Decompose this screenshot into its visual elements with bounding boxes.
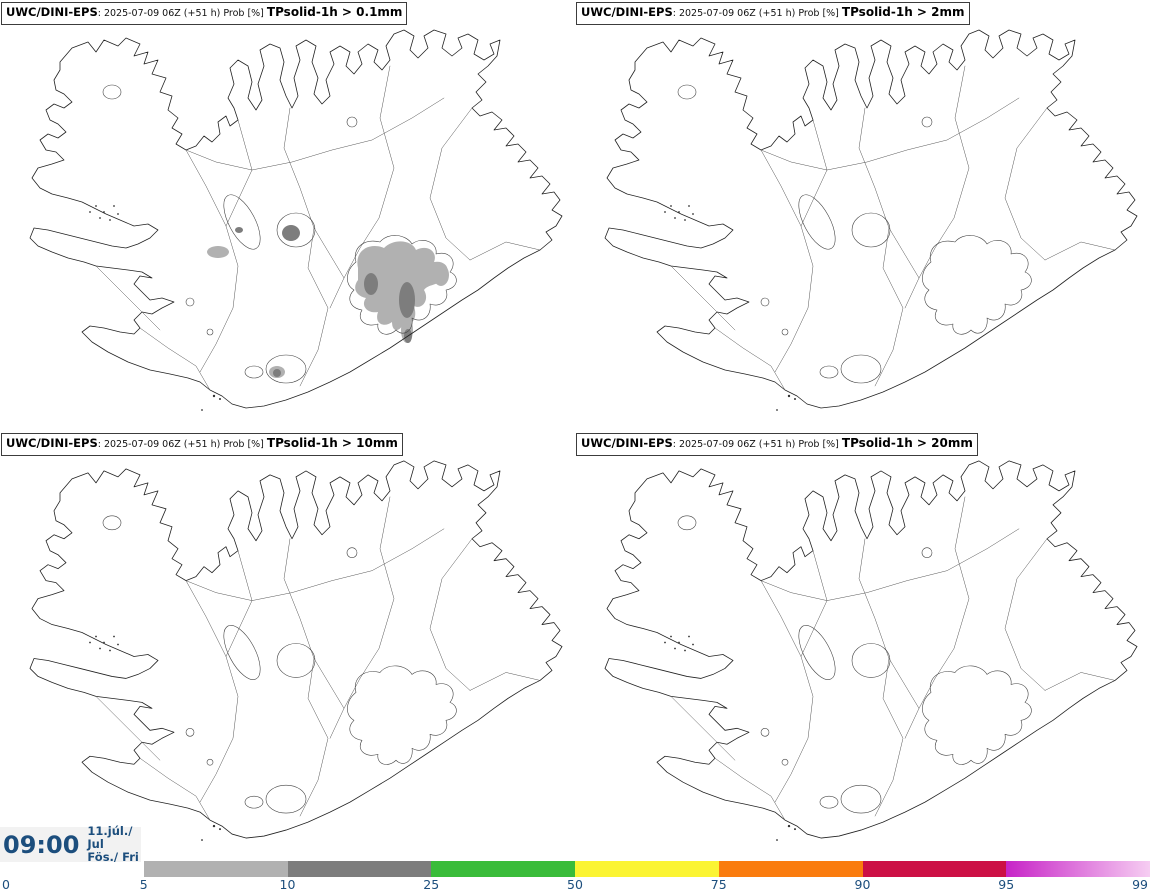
parameter-label: TPsolid-1h > 10mm: [266, 436, 398, 450]
panel-title: [576, 433, 978, 456]
colorbar-tick-50: 50: [567, 877, 583, 891]
run-info: : 2025-07-09 06Z (+51 h) Prob [%]: [672, 439, 842, 450]
colorbar-segment-25-50: [431, 861, 575, 877]
colorbar-tick-95: 95: [998, 877, 1015, 891]
run-info: : 2025-07-09 06Z (+51 h) Prob [%]: [97, 8, 267, 19]
colorbar-tick-0: 0: [2, 877, 10, 891]
parameter-label: TPsolid-1h > 0.1mm: [266, 5, 403, 19]
probability-colorbar: [0, 861, 1150, 877]
parameter-label: TPsolid-1h > 2mm: [841, 5, 965, 19]
valid-time: 09:00: [3, 830, 80, 859]
map-panel-20mm: [575, 431, 1150, 861]
iceland-map: [0, 0, 575, 431]
iceland-map: [0, 431, 575, 861]
colorbar-tick-25: 25: [423, 877, 440, 891]
model-name: UWC/DINI-EPS: [581, 5, 673, 19]
panel-title: [576, 2, 970, 25]
colorbar-tick-labels: [0, 877, 1150, 891]
iceland-map: [575, 431, 1150, 861]
colorbar-segment-90-95: [863, 861, 1007, 877]
colorbar-tick-90: 90: [854, 877, 871, 891]
colorbar-segment-5-10: [144, 861, 288, 877]
colorbar-segment-95-99: [1006, 861, 1150, 877]
iceland-map: [575, 0, 1150, 431]
valid-date-line2: Fös./ Fri: [87, 850, 139, 864]
model-name: UWC/DINI-EPS: [581, 436, 673, 450]
valid-time-display: [0, 824, 141, 864]
colorbar-tick-10: 10: [279, 877, 296, 891]
run-info: : 2025-07-09 06Z (+51 h) Prob [%]: [672, 8, 842, 19]
model-name: UWC/DINI-EPS: [6, 436, 98, 450]
run-info: : 2025-07-09 06Z (+51 h) Prob [%]: [97, 439, 267, 450]
colorbar-tick-99: 99: [1132, 877, 1148, 891]
map-panel-0.1mm: [0, 0, 575, 431]
panel-title: [1, 2, 407, 25]
colorbar-segment-75-90: [719, 861, 863, 877]
colorbar-segment-10-25: [288, 861, 432, 877]
colorbar-segment-50-75: [575, 861, 719, 877]
panel-title: [1, 433, 403, 456]
map-panel-10mm: [0, 431, 575, 861]
valid-date-line1: 11.júl./ Jul: [87, 824, 133, 851]
colorbar-tick-5: 5: [139, 877, 148, 891]
parameter-label: TPsolid-1h > 20mm: [841, 436, 973, 450]
colorbar-tick-75: 75: [710, 877, 727, 891]
model-name: UWC/DINI-EPS: [6, 5, 98, 19]
valid-date: [87, 825, 141, 864]
map-panel-2mm: [575, 0, 1150, 431]
